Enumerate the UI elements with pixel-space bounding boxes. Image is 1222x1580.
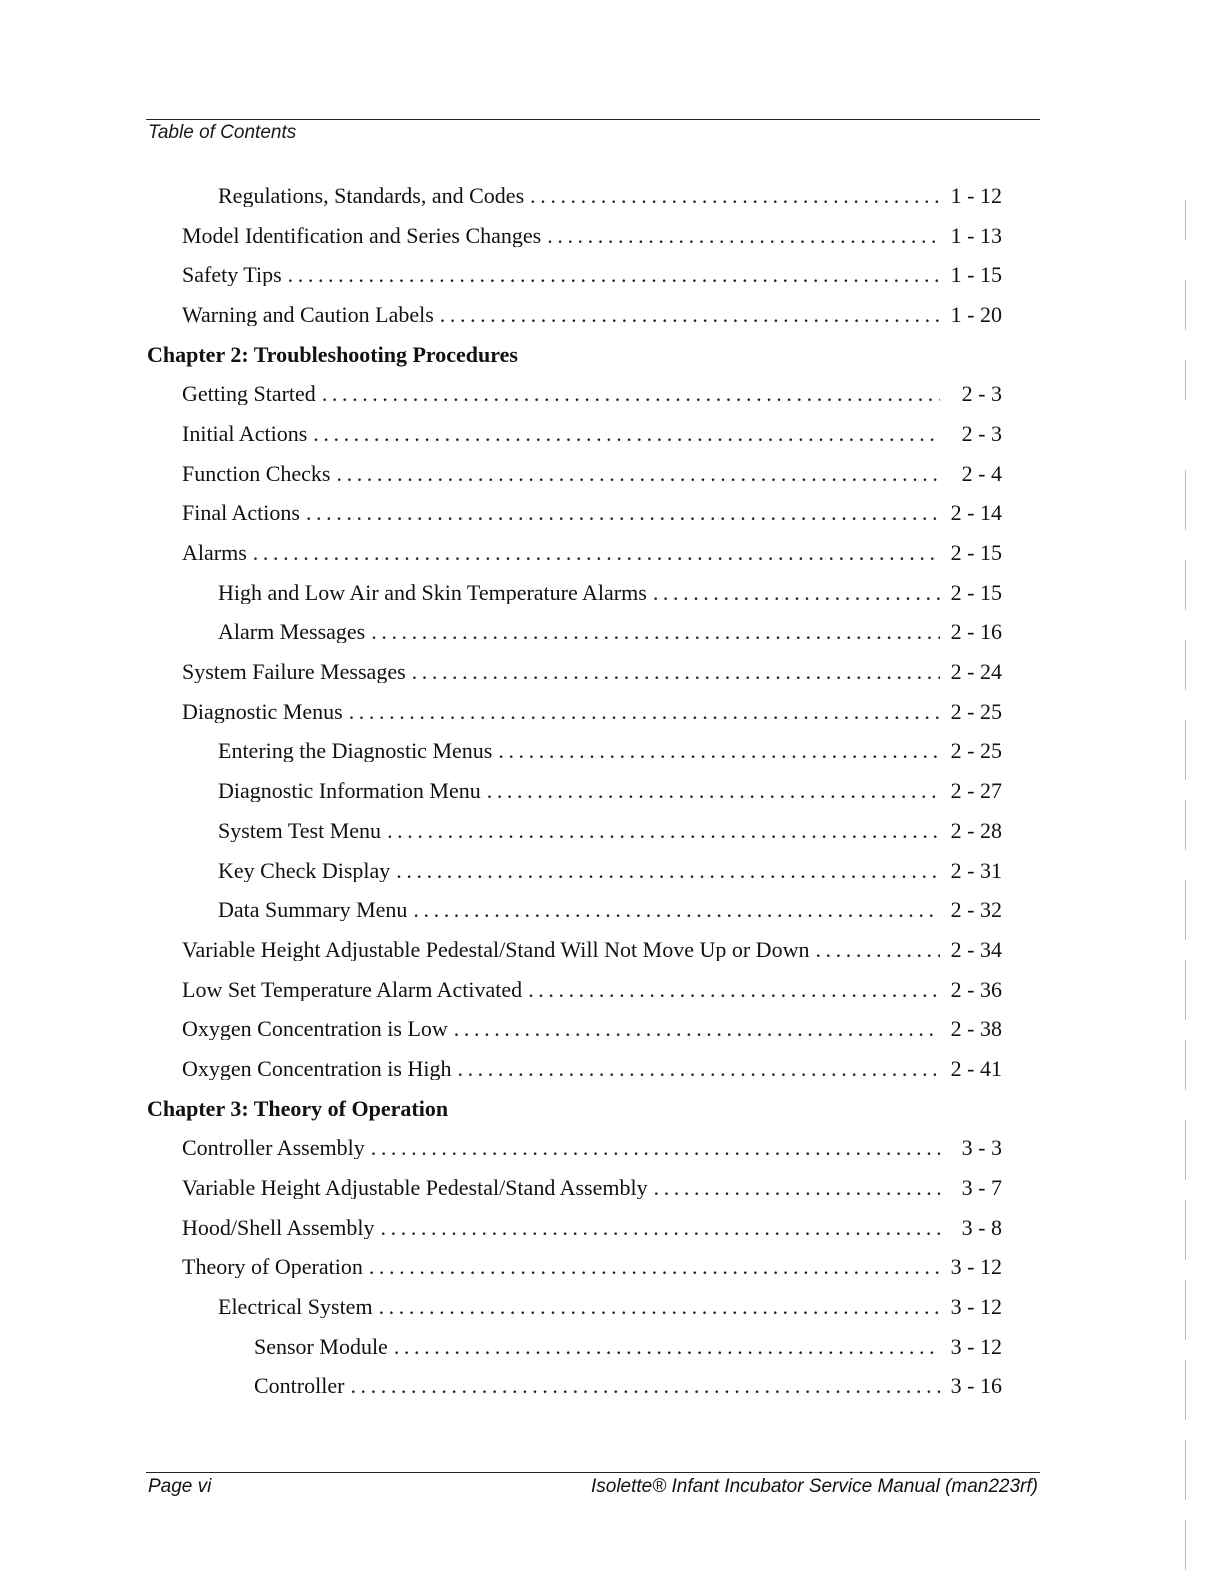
toc-entry-label: Safety Tips	[182, 264, 282, 287]
toc-entry-label: System Test Menu	[218, 819, 382, 842]
toc-entry	[0, 176, 1222, 216]
dot-leader	[454, 1018, 940, 1040]
toc-entry-line[interactable]	[182, 383, 1002, 405]
dot-leader	[253, 542, 940, 564]
toc-entry-line[interactable]	[182, 1018, 1002, 1040]
toc-entry-page: 2 - 4	[961, 462, 1002, 485]
dot-leader	[306, 502, 940, 524]
toc-entry	[0, 573, 1222, 613]
binder-mark	[1179, 880, 1186, 940]
dot-leader	[654, 1177, 940, 1199]
toc-entry-line[interactable]	[182, 1058, 1002, 1080]
toc-entry-line[interactable]	[218, 621, 1002, 643]
dot-leader	[412, 661, 940, 683]
footer-page-label: Page vi	[148, 1476, 212, 1497]
running-header: Table of Contents	[148, 122, 297, 143]
toc-entry-line[interactable]	[182, 502, 1002, 524]
toc-entry	[0, 930, 1222, 970]
toc-entry-page: 2 - 36	[950, 978, 1002, 1001]
dot-leader	[394, 1336, 940, 1358]
toc-entry-page: 2 - 25	[950, 740, 1002, 763]
toc-entry-page: 2 - 14	[950, 502, 1002, 525]
toc-entry	[0, 255, 1222, 295]
toc-entry-label: Function Checks	[182, 462, 331, 485]
binder-mark	[1179, 1280, 1186, 1340]
toc-entry-label: Electrical System	[218, 1296, 373, 1319]
toc-entry-line[interactable]	[182, 1217, 1002, 1239]
dot-leader	[387, 820, 940, 842]
dot-leader	[815, 939, 940, 961]
binder-mark	[1179, 1200, 1186, 1260]
toc-entry-line[interactable]	[254, 1375, 1002, 1397]
toc-entry	[0, 1168, 1222, 1208]
binder-mark	[1179, 470, 1186, 530]
toc-entry-page: 3 - 8	[961, 1216, 1002, 1239]
binder-mark	[1179, 1040, 1186, 1090]
toc-entry-line[interactable]	[182, 264, 1002, 286]
binder-mark	[1179, 720, 1186, 780]
toc-entry	[0, 970, 1222, 1010]
toc-entry	[0, 652, 1222, 692]
toc-entry	[0, 374, 1222, 414]
toc-entry-page: 2 - 15	[950, 542, 1002, 565]
binder-mark	[1179, 640, 1186, 690]
toc-entry-page: 2 - 28	[950, 819, 1002, 842]
toc-entry-page: 3 - 3	[961, 1137, 1002, 1160]
dot-leader	[288, 264, 940, 286]
footer-rule	[146, 1472, 1040, 1473]
toc-entry-label: Final Actions	[182, 502, 300, 525]
toc-entry-label: Oxygen Concentration is High	[182, 1057, 452, 1080]
toc-entry-line[interactable]	[218, 185, 1002, 207]
dot-leader	[413, 899, 940, 921]
toc-entry	[0, 1367, 1222, 1407]
dot-leader	[498, 740, 940, 762]
toc-entry-label: Low Set Temperature Alarm Activated	[182, 978, 523, 1001]
toc-entry-line[interactable]	[182, 423, 1002, 445]
toc-entry-label: Alarms	[182, 542, 247, 565]
dot-leader	[369, 1256, 940, 1278]
toc-entry-label: Controller Assembly	[182, 1137, 365, 1160]
toc-entry-page: 1 - 20	[950, 303, 1002, 326]
toc-entry-line[interactable]	[182, 542, 1002, 564]
toc-entry-page: 2 - 3	[961, 422, 1002, 445]
toc-entry-page: 3 - 12	[950, 1296, 1002, 1319]
toc-entry	[0, 1009, 1222, 1049]
dot-leader	[313, 423, 940, 445]
toc-entry-page: 1 - 13	[950, 224, 1002, 247]
toc-entry	[0, 1049, 1222, 1089]
binder-mark	[1179, 200, 1186, 240]
toc-entry-line[interactable]	[182, 701, 1002, 723]
toc-entry	[0, 1208, 1222, 1248]
toc-entry-page: 2 - 34	[950, 938, 1002, 961]
toc-entry-line[interactable]	[182, 1177, 1002, 1199]
toc-entry-label: Variable Height Adjustable Pedestal/Stand Assembly	[182, 1177, 648, 1200]
toc-entry-label: Alarm Messages	[218, 621, 366, 644]
dot-leader	[528, 979, 940, 1001]
toc-entry-label: Key Check Display	[218, 859, 391, 882]
binder-mark	[1179, 960, 1186, 1020]
toc-entry-label: Sensor Module	[254, 1335, 388, 1358]
chapter-title: Chapter 3: Theory of Operation	[147, 1095, 449, 1121]
toc-entry-label: Regulations, Standards, and Codes	[218, 184, 525, 207]
toc-entry-line[interactable]	[182, 939, 1002, 961]
chapter-title: Chapter 2: Troubleshooting Procedures	[147, 341, 518, 367]
toc-entry	[0, 771, 1222, 811]
binder-mark	[1179, 1120, 1186, 1180]
dot-leader	[349, 701, 940, 723]
toc-entry-page: 1 - 15	[950, 264, 1002, 287]
toc-entry-page: 3 - 16	[950, 1375, 1002, 1398]
toc-chapter-heading	[0, 335, 1222, 375]
toc-entry-label: Diagnostic Menus	[182, 700, 343, 723]
toc-entry-label: Model Identification and Series Changes	[182, 224, 542, 247]
toc-entry-line[interactable]	[218, 860, 1002, 882]
toc-entry-line[interactable]	[182, 1137, 1002, 1159]
dot-leader	[653, 582, 940, 604]
toc-entry-line[interactable]	[182, 225, 1002, 247]
toc-entry-line[interactable]	[218, 820, 1002, 842]
toc-entry-line[interactable]	[182, 661, 1002, 683]
toc-entry	[0, 454, 1222, 494]
toc-entry-label: Data Summary Menu	[218, 899, 408, 922]
dot-leader	[371, 1137, 940, 1159]
toc-entry	[0, 692, 1222, 732]
dot-leader	[530, 185, 940, 207]
toc-entry-label: Getting Started	[182, 383, 316, 406]
toc-entry-page: 3 - 7	[961, 1177, 1002, 1200]
toc-entry-page: 2 - 24	[950, 661, 1002, 684]
binder-edge-marks	[1165, 40, 1195, 1560]
toc-entry-label: Hood/Shell Assembly	[182, 1216, 375, 1239]
toc-entry-label: Theory of Operation	[182, 1256, 363, 1279]
toc-entry	[0, 216, 1222, 256]
toc-entry	[0, 732, 1222, 772]
binder-mark	[1179, 800, 1186, 850]
binder-mark	[1179, 360, 1186, 400]
toc-entry	[0, 533, 1222, 573]
toc-entry-page: 2 - 27	[950, 780, 1002, 803]
toc-entry-label: Entering the Diagnostic Menus	[218, 740, 493, 763]
toc-entry-page: 3 - 12	[950, 1335, 1002, 1358]
binder-mark	[1179, 1440, 1186, 1500]
toc-entry	[0, 613, 1222, 653]
binder-mark	[1179, 1360, 1186, 1420]
toc-entry-line[interactable]	[254, 1336, 1002, 1358]
toc-entry-page: 2 - 38	[950, 1018, 1002, 1041]
toc-entry-label: Oxygen Concentration is Low	[182, 1018, 448, 1041]
toc-entry-page: 2 - 3	[961, 383, 1002, 406]
toc-entry	[0, 414, 1222, 454]
toc-entry	[0, 295, 1222, 335]
toc-entry	[0, 1129, 1222, 1169]
toc-entry-line[interactable]	[182, 1256, 1002, 1278]
dot-leader	[379, 1296, 940, 1318]
toc-entry-label: Diagnostic Information Menu	[218, 780, 481, 803]
toc-entry-label: Controller	[254, 1375, 345, 1398]
toc-entry-line[interactable]	[182, 979, 1002, 1001]
toc-entry-label: Initial Actions	[182, 422, 308, 445]
dot-leader	[371, 621, 940, 643]
dot-leader	[322, 383, 940, 405]
toc-entry-line[interactable]	[218, 780, 1002, 802]
toc-entry-label: System Failure Messages	[182, 661, 406, 684]
toc-entry-line[interactable]	[182, 304, 1002, 326]
dot-leader	[547, 225, 940, 247]
toc-entry	[0, 890, 1222, 930]
toc-entry-page: 3 - 12	[950, 1256, 1002, 1279]
toc-entry-page: 2 - 41	[950, 1057, 1002, 1080]
toc-entry-line[interactable]	[218, 899, 1002, 921]
dot-leader	[337, 463, 941, 485]
toc-entry	[0, 1327, 1222, 1367]
toc-entry-line[interactable]	[218, 740, 1002, 762]
dot-leader	[396, 860, 940, 882]
toc-entry-line[interactable]	[218, 582, 1002, 604]
binder-mark	[1179, 280, 1186, 330]
toc-entry-page: 2 - 25	[950, 700, 1002, 723]
binder-mark	[1179, 560, 1186, 610]
toc-entry-page: 2 - 16	[950, 621, 1002, 644]
dot-leader	[381, 1217, 940, 1239]
dot-leader	[487, 780, 940, 802]
toc-entry-line[interactable]	[182, 463, 1002, 485]
header-rule	[146, 119, 1040, 120]
toc-entry-label: Warning and Caution Labels	[182, 303, 434, 326]
table-of-contents	[0, 176, 1222, 1406]
toc-entry-page: 1 - 12	[950, 184, 1002, 207]
toc-entry	[0, 1287, 1222, 1327]
toc-entry-label: High and Low Air and Skin Temperature Alarms	[218, 581, 647, 604]
toc-entry	[0, 494, 1222, 534]
footer-manual-title: Isolette® Infant Incubator Service Manual (man223rf)	[590, 1476, 1038, 1497]
binder-mark	[1179, 1520, 1186, 1570]
toc-entry-line[interactable]	[218, 1296, 1002, 1318]
toc-entry	[0, 851, 1222, 891]
toc-entry-page: 2 - 31	[950, 859, 1002, 882]
toc-entry-page: 2 - 15	[950, 581, 1002, 604]
dot-leader	[440, 304, 940, 326]
toc-entry-page: 2 - 32	[950, 899, 1002, 922]
toc-entry	[0, 1248, 1222, 1288]
dot-leader	[457, 1058, 940, 1080]
toc-chapter-heading	[0, 1089, 1222, 1129]
dot-leader	[350, 1375, 940, 1397]
toc-entry-label: Variable Height Adjustable Pedestal/Stand Will Not Move Up or Down	[182, 938, 810, 961]
toc-entry	[0, 811, 1222, 851]
